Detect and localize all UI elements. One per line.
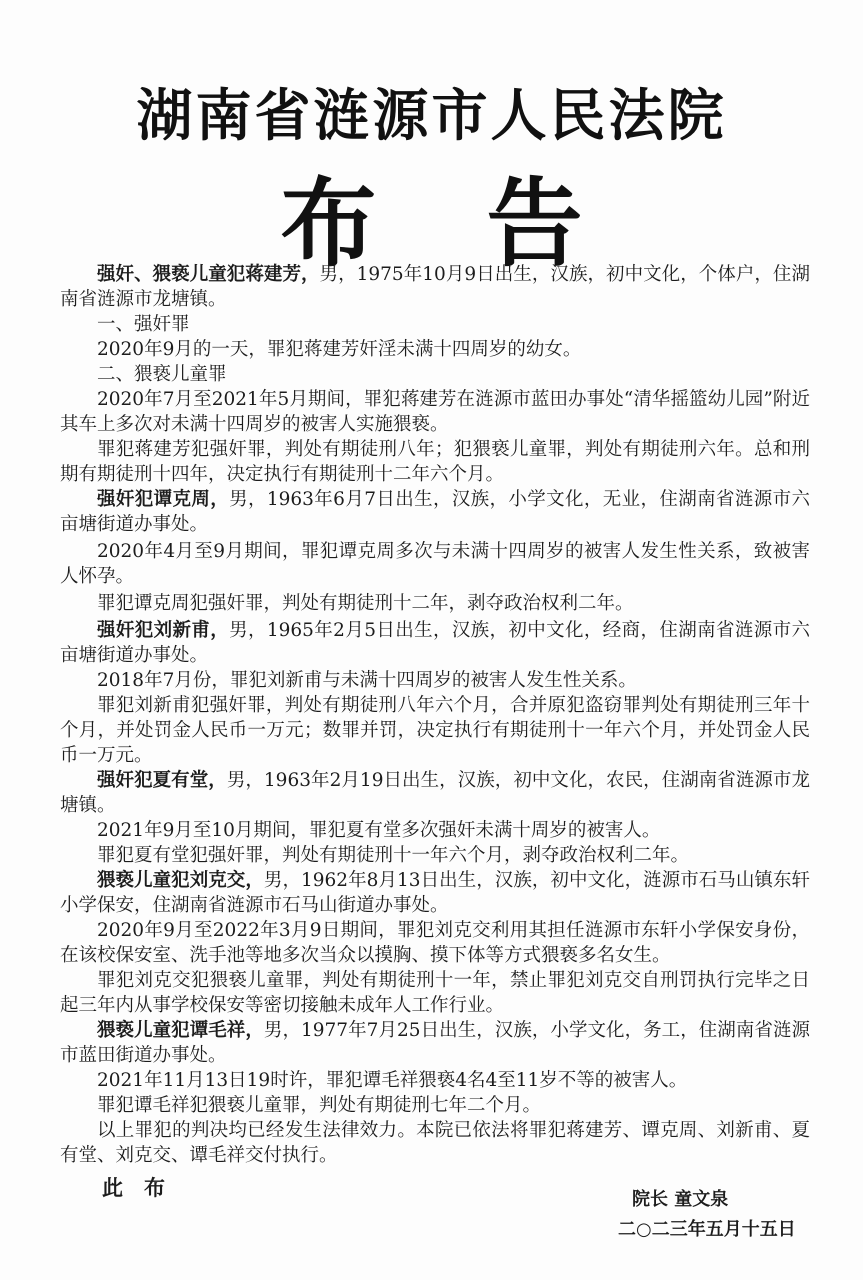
paragraph-text: 罪犯刘克交犯猥亵儿童罪，判处有期徒刑十一年，禁止罪犯刘克交自刑罚执行完毕之日起三年内从事学校保安等密切接触未成年人工作行业。 [60,970,810,1016]
paragraph [60,1068,810,1093]
paragraph-text: 一、强奸罪 [97,314,190,335]
defendant-paragraph [60,868,810,918]
defendant-paragraph [60,1018,810,1068]
defendant-paragraph [60,768,810,818]
defendant-paragraph [60,618,810,668]
paragraph-text: 男，1962年8月13日出生，汉族，初中文化，涟源市石马山镇东轩小学保安，住湖南省涟源市石马山街道办事处。 [60,870,810,916]
notice-char-2: 告 [486,168,583,280]
paragraph-text: 以上罪犯的判决均已经发生法律效力。本院已依法将罪犯蒋建芳、谭克周、刘新甫、夏有堂、刘克交、谭毛祥交付执行。 [60,1120,810,1166]
paragraph-text: 2020年9月至2022年3月9日期间，罪犯刘克交利用其担任涟源市东轩小学保安身份，在该校保安室、洗手池等地多次当众以摸胸、摸下体等方式猥亵多名女生。 [60,920,810,966]
paragraph-text: 2020年9月的一天，罪犯蒋建芳奸淫未满十四周岁的幼女。 [97,339,582,360]
paragraph-text: 二、猥亵儿童罪 [97,364,227,385]
paragraph-text: 2020年7月至2021年5月期间，罪犯蒋建芳在涟源市蓝田办事处“清华摇篮幼儿园”附近其车上多次对未满十四周岁的被害人实施猥亵。 [60,389,810,435]
paragraph-text: 男，1963年6月7日出生，汉族，小学文化，无业，住湖南省涟源市六亩塘街道办事处。 [60,489,810,535]
defendant-name: 强奸犯夏有堂， [97,770,227,791]
defendant-name: 强奸犯刘新甫， [97,620,230,641]
defendant-name: 强奸、猥亵儿童犯蒋建芳， [97,264,320,285]
paragraph [60,818,810,843]
paragraph-text: 罪犯谭克周犯强奸罪，判处有期徒刑十二年，剥夺政治权利二年。 [97,593,634,614]
defendant-name: 强奸犯谭克周， [97,489,230,510]
paragraph [60,312,810,337]
paragraph [60,337,810,362]
paragraph [60,1093,810,1118]
paragraph-text: 2020年4月至9月期间，罪犯谭克周多次与未满十四周岁的被害人发生性关系，致被害人怀孕。 [60,541,810,587]
paragraph-text: 男，1965年2月5日出生，汉族，初中文化，经商，住湖南省涟源市六亩塘街道办事处。 [60,620,810,666]
paragraph-text: 2021年9月至10月期间，罪犯夏有堂多次强奸未满十周岁的被害人。 [97,820,661,841]
paragraph [60,918,810,968]
paragraph [60,693,810,768]
notice-char-1: 布 [280,168,377,280]
signature: 院长 童文泉 [632,1189,729,1210]
paragraph [60,1118,810,1168]
paragraph-text: 罪犯刘新甫犯强奸罪，判处有期徒刑八年六个月，合并原犯盗窃罪判处有期徒刑三年十个月，并处罚金人民币一万元；数罪并罚，决定执行有期徒刑十一年六个月，并处罚金人民币一万元。 [60,695,810,766]
paragraph-text: 2021年11月13日19时许，罪犯谭毛祥猥亵4名4至11岁不等的被害人。 [97,1070,688,1091]
notice-body [60,262,810,1201]
defendant-paragraph [60,262,810,312]
paragraph [60,668,810,693]
paragraph [60,437,810,487]
defendant-paragraph [60,487,810,537]
paragraph-text: 罪犯谭毛祥犯猥亵儿童罪，判处有期徒刑七年二个月。 [97,1095,542,1116]
paragraph [60,843,810,868]
paragraph-text: 2018年7月份，罪犯刘新甫与未满十四周岁的被害人发生性关系。 [97,670,637,691]
date: 二○二三年五月十五日 [618,1219,796,1240]
paragraph-text: 罪犯蒋建芳犯强奸罪，判处有期徒刑八年；犯猥亵儿童罪，判处有期徒刑六年。总和刑期有期徒刑十四年，决定执行有期徒刑十二年六个月。 [60,439,810,485]
paragraph [60,387,810,437]
paragraph-text: 男，1963年2月19日出生，汉族，初中文化，农民，住湖南省涟源市龙塘镇。 [60,770,810,816]
defendant-name: 猥亵儿童犯谭毛祥， [97,1020,264,1041]
paragraph-text: 男，1977年7月25日出生，汉族，小学文化，务工，住湖南省涟源市蓝田街道办事处。 [60,1020,810,1066]
paragraph [60,539,810,589]
closing: 此 布 [102,1176,165,1200]
paragraph-text: 男，1975年10月9日出生，汉族，初中文化，个体户，住湖南省涟源市龙塘镇。 [60,264,810,310]
paragraph [60,968,810,1018]
paragraph [60,591,810,616]
defendant-name: 猥亵儿童犯刘克交， [97,870,264,891]
paragraph-text: 罪犯夏有堂犯强奸罪，判处有期徒刑十一年六个月，剥夺政治权利二年。 [97,845,690,866]
court-title: 湖南省涟源市人民法院 [136,84,727,149]
paragraph [60,362,810,387]
